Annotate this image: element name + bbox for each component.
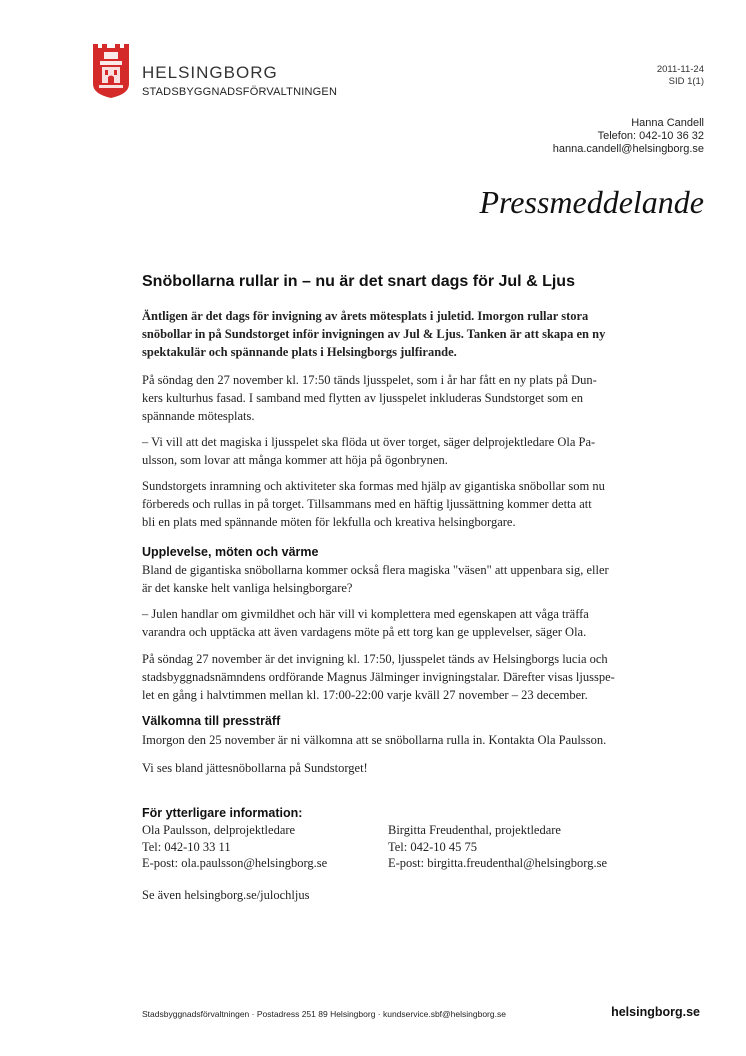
contact-name: Hanna Candell xyxy=(631,117,704,129)
paragraph-line: Bland de gigantiska snöbollarna kommer också flera magiska "väsen" att uppenbara sig, eller xyxy=(142,563,609,577)
paragraph-line: kers kulturhus fasad. I samband med flytten av ljusspelet inkluderas Sundstorget som en xyxy=(142,391,584,405)
paragraph-line: stadsbyggnadsnämndens ordförande Magnus Jälminger invigningstalar. Därefter visas ljusspe- xyxy=(142,670,615,684)
contact-email: hanna.candell@helsingborg.se xyxy=(552,143,704,155)
contact-person-name: Birgitta Freudenthal, projektledare xyxy=(388,823,561,837)
body-paragraph xyxy=(142,731,620,749)
paragraph-line: let en gång i halvtimmen mellan kl. 17:00-22:00 varje kväll 27 november – 23 december. xyxy=(142,688,588,702)
contact-person-email: E-post: ola.paulsson@helsingborg.se xyxy=(142,856,328,870)
contact-block-right xyxy=(388,822,607,872)
paragraph-line: bli en plats med spännande möten för lekfulla och kreativa helsingborgare. xyxy=(142,515,516,529)
press-headline: Snöbollarna rullar in – nu är det snart dags för Jul & Ljus xyxy=(142,273,575,290)
paragraph-line: På söndag den 27 november kl. 17:50 tänds ljusspelet, som i år har fått en ny plats på Dun- xyxy=(142,373,597,387)
body-paragraph xyxy=(142,605,620,641)
see-also-link-text: Se även helsingborg.se/julochljus xyxy=(142,888,310,902)
paragraph-line: är det kanske helt vanliga helsingborgare? xyxy=(142,581,353,595)
footer-website: helsingborg.se xyxy=(611,1005,700,1019)
paragraph-line: – Vi vill att det magiska i ljusspelet ska flöda ut över torget, säger delprojektledare Ola Pa- xyxy=(142,435,596,449)
footer-address: Stadsbyggnadsförvaltningen · Postadress 251 89 Helsingborg · kundservice.sbf@helsingborg.se xyxy=(142,1009,506,1019)
organization-department: STADSBYGGNADSFÖRVALTNINGEN xyxy=(142,86,338,98)
paragraph-line: Sundstorgets inramning och aktiviteter ska formas med hjälp av gigantiska snöbollar som nu xyxy=(142,479,605,493)
body-paragraph xyxy=(142,759,620,777)
helsingborg-coat-of-arms-logo xyxy=(93,44,129,98)
paragraph-line: förbereds och rullas in på torget. Tillsammans med en häftig ljussättning kommer detta att xyxy=(142,497,592,511)
intro-paragraph xyxy=(142,307,620,361)
body-paragraph xyxy=(142,433,620,469)
paragraph-line: ulsson, som lovar att många kommer att höja på ögonbrynen. xyxy=(142,453,448,467)
contact-phone: Telefon: 042-10 36 32 xyxy=(597,130,704,142)
contact-person-email: E-post: birgitta.freudenthal@helsingborg.se xyxy=(388,856,607,870)
body-paragraph xyxy=(142,561,620,597)
more-info-heading: För ytterligare information: xyxy=(142,806,303,820)
intro-line: snöbollar in på Sundstorget inför invigningen av Jul & Ljus. Tanken är att skapa en ny xyxy=(142,327,606,341)
body-paragraph xyxy=(142,371,620,425)
subheading: Välkomna till pressträff xyxy=(142,714,281,728)
paragraph-line: På söndag 27 november är det invigning kl. 17:50, ljusspelet tänds av Helsingborgs lucia och xyxy=(142,652,608,666)
intro-line: spektakulär och spännande plats i Helsingborgs julfirande. xyxy=(142,345,457,359)
contact-person-phone: Tel: 042-10 33 11 xyxy=(142,839,231,854)
organization-name: HELSINGBORG xyxy=(142,63,278,82)
paragraph-line: – Julen handlar om givmildhet och här vill vi komplettera med egenskapen att våga träffa xyxy=(142,607,589,621)
paragraph-line: spännande mötesplats. xyxy=(142,409,255,423)
page-number: SID 1(1) xyxy=(668,76,704,87)
paragraph-line: Vi ses bland jättesnöbollarna på Sundstorget! xyxy=(142,761,368,775)
intro-line: Äntligen är det dags för invigning av årets mötesplats i juletid. Imorgon rullar stora xyxy=(142,309,589,323)
document-date: 2011-11-24 xyxy=(656,64,704,75)
body-paragraph xyxy=(142,477,620,531)
contact-person-phone: Tel: 042-10 45 75 xyxy=(388,839,478,854)
document-type-title: Pressmeddelande xyxy=(479,184,704,220)
paragraph-line: varandra och upptäcka att även vardagens möte på ett torg kan ge upplevelser, säger Ola. xyxy=(142,625,587,639)
contact-person-name: Ola Paulsson, delprojektledare xyxy=(142,823,296,837)
paragraph-line: Imorgon den 25 november är ni välkomna att se snöbollarna rulla in. Kontakta Ola Paulsson. xyxy=(142,733,607,747)
body-paragraph xyxy=(142,650,620,704)
contact-block-left xyxy=(142,822,327,872)
subheading: Upplevelse, möten och värme xyxy=(142,545,319,559)
